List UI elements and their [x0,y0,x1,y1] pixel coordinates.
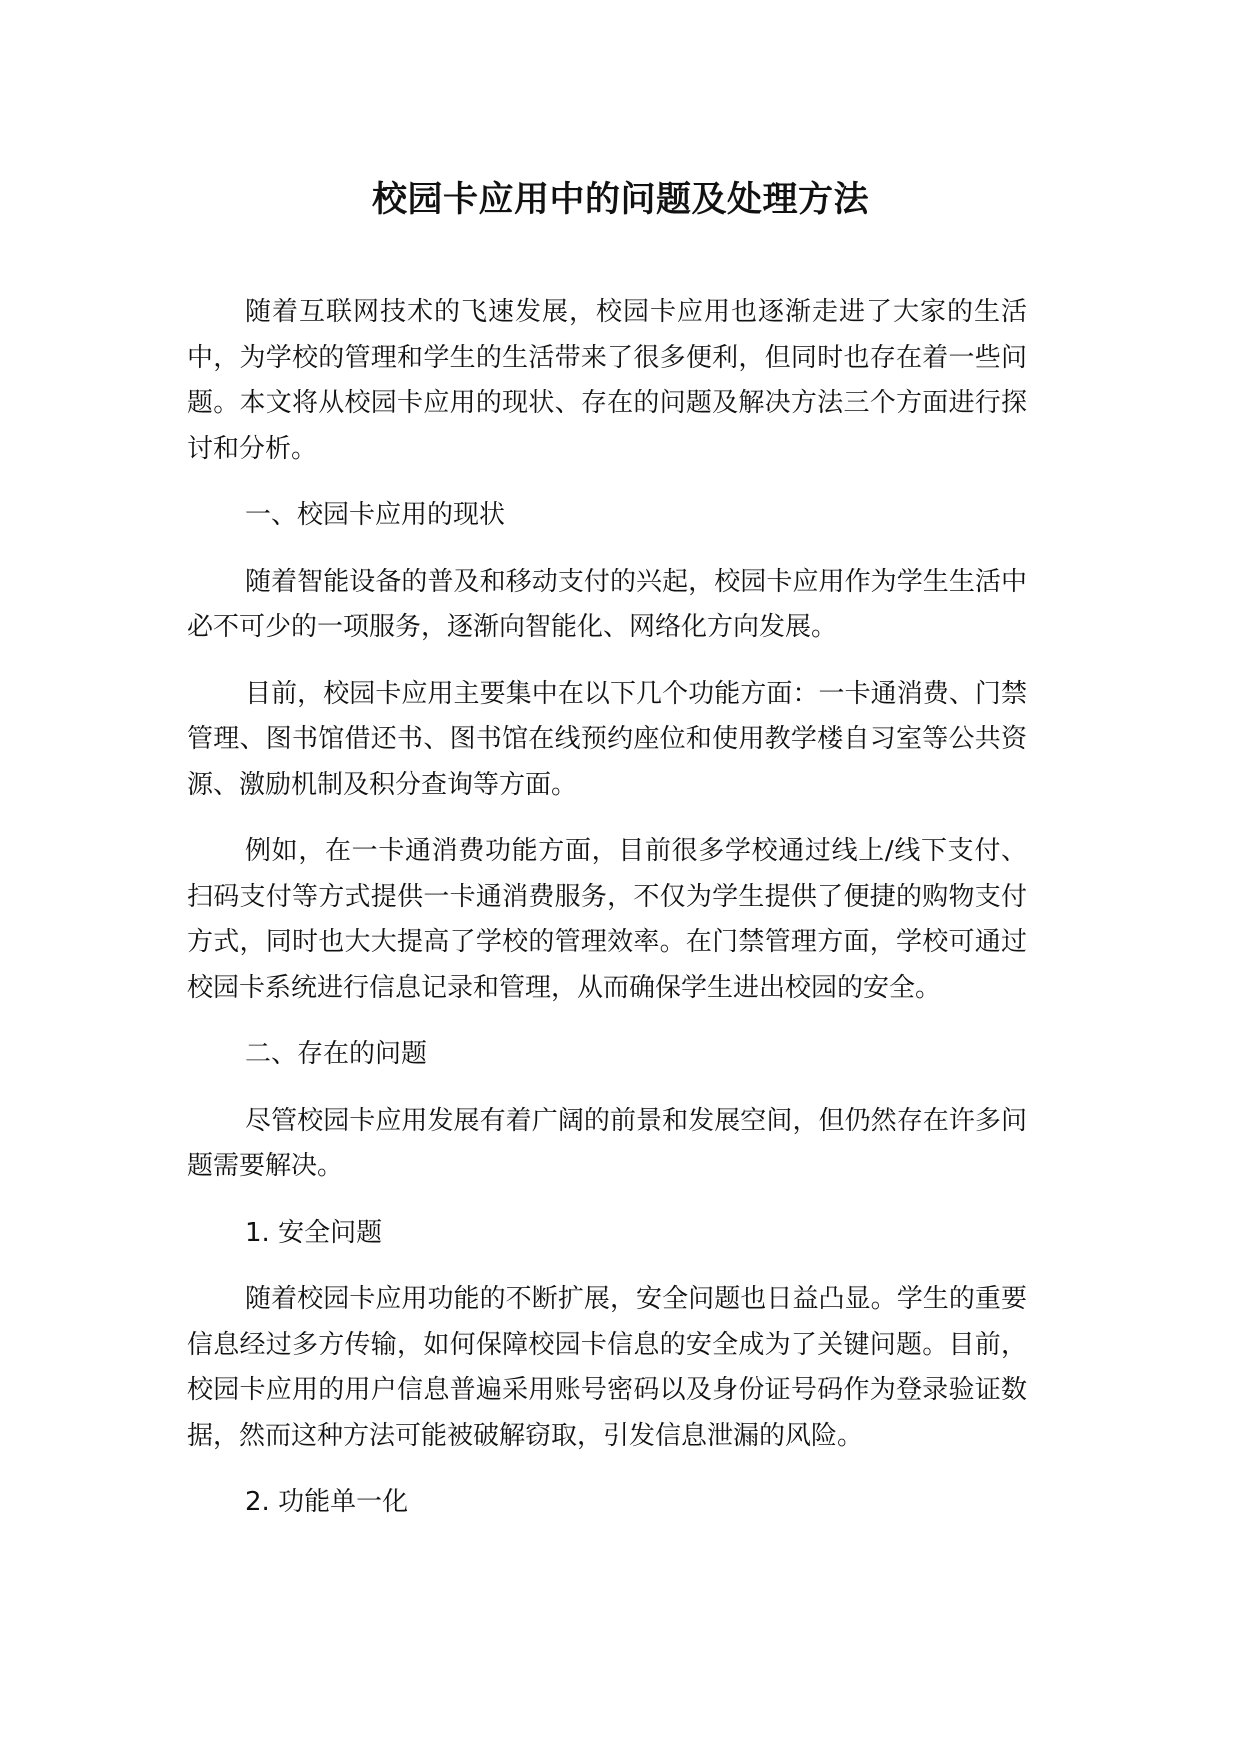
intro-paragraph: 随着互联网技术的飞速发展，校园卡应用也逐渐走进了大家的生活中，为学校的管理和学生的生活带来了很多便利，但同时也存在着一些问题。本文将从校园卡应用的现状、存在的问题及解决方法三个方面进行探讨和分析。 [187,297,1027,464]
document-body [187,290,1027,1526]
problems-paragraph: 尽管校园卡应用发展有着广阔的前景和发展空间，但仍然存在许多问题需要解决。 [187,1105,1027,1181]
subheading-single-function: 2. 功能单一化 [245,1487,409,1517]
status-paragraph-3: 例如，在一卡通消费功能方面，目前很多学校通过线上/线下支付、扫码支付等方式提供一卡通消费服务，不仅为学生提供了便捷的购物支付方式，同时也大大提高了学校的管理效率。在门禁管理方面，学校可通过校园卡系统进行信息记录和管理，从而确保学生进出校园的安全。 [187,836,1027,1003]
subheading-security: 1. 安全问题 [245,1217,383,1248]
section-heading-problems: 二、存在的问题 [245,1039,428,1069]
document-title: 校园卡应用中的问题及处理方法 [371,180,869,220]
section-heading-status: 一、校园卡应用的现状 [245,500,506,530]
status-paragraph-1: 随着智能设备的普及和移动支付的兴起，校园卡应用作为学生生活中必不可少的一项服务，逐渐向智能化、网络化方向发展。 [187,566,1027,642]
security-paragraph: 随着校园卡应用功能的不断扩展，安全问题也日益凸显。学生的重要信息经过多方传输，如何保障校园卡信息的安全成为了关键问题。目前，校园卡应用的用户信息普遍采用账号密码以及身份证号码作为登录验证数据，然而这种方法可能被破解窃取，引发信息泄漏的风险。 [187,1284,1027,1451]
status-paragraph-2: 目前，校园卡应用主要集中在以下几个功能方面：一卡通消费、门禁管理、图书馆借还书、图书馆在线预约座位和使用教学楼自习室等公共资源、激励机制及积分查询等方面。 [187,678,1027,800]
